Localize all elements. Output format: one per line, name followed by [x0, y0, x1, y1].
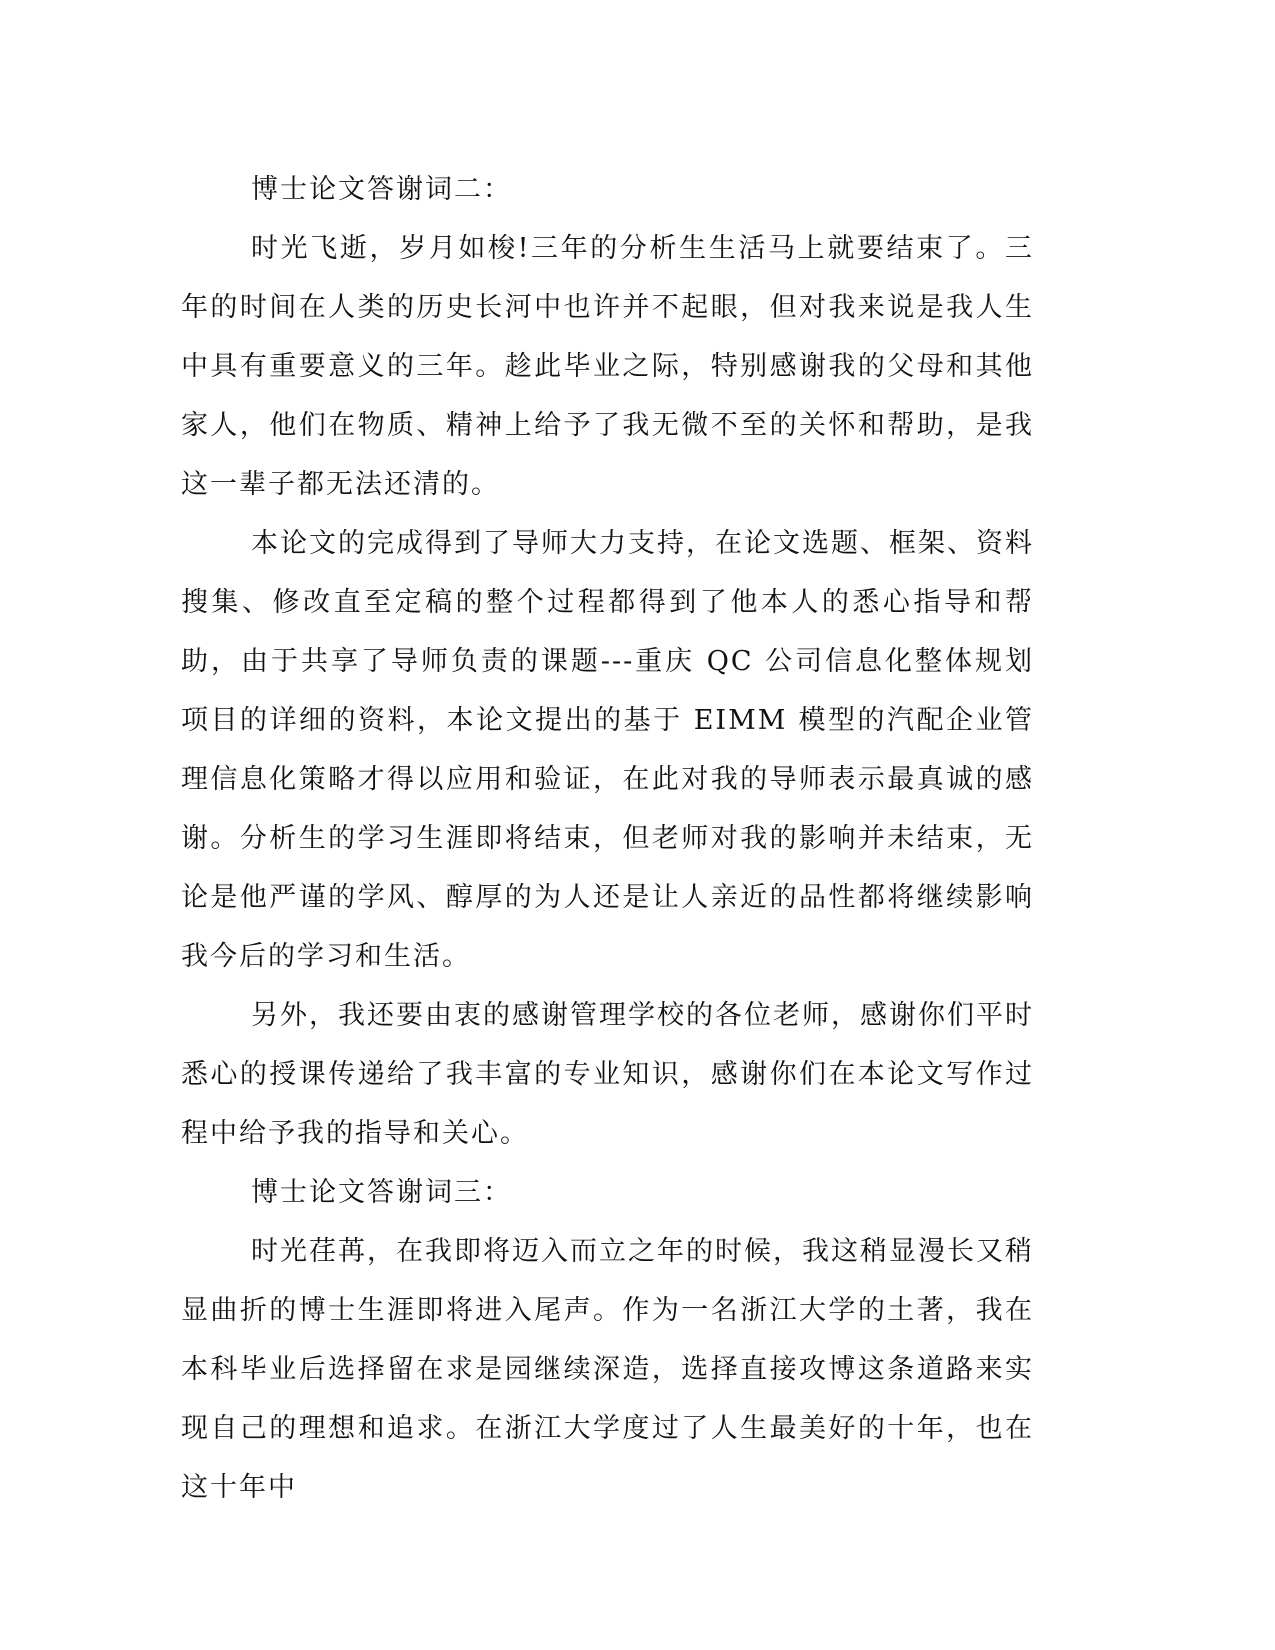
- paragraph: 时光飞逝，岁月如梭!三年的分析生生活马上就要结束了。三年的时间在人类的历史长河中也许并不起眼，但对我来说是我人生中具有重要意义的三年。趁此毕业之际，特别感谢我的父母和其他家人，他们在物质、精神上给予了我无微不至的关怀和帮助，是我这一辈子都无法还清的。: [181, 233, 1034, 500]
- document-body: [181, 160, 1034, 1517]
- paragraph: 时光荏苒，在我即将迈入而立之年的时候，我这稍显漫长又稍显曲折的博士生涯即将进入尾声。作为一名浙江大学的土著，我在本科毕业后选择留在求是园继续深造，选择直接攻博这条道路来实现自己的理想和追求。在浙江大学度过了人生最美好的十年，也在这十年中: [181, 1236, 1034, 1503]
- heading-acknowledgment-three: 博士论文答谢词三：: [251, 1177, 512, 1208]
- paragraph: 另外，我还要由衷的感谢管理学校的各位老师，感谢你们平时悉心的授课传递给了我丰富的专业知识，感谢你们在本论文写作过程中给予我的指导和关心。: [181, 1000, 1034, 1149]
- heading-acknowledgment-two: 博士论文答谢词二：: [251, 174, 512, 205]
- paragraph: 本论文的完成得到了导师大力支持，在论文选题、框架、资料搜集、修改直至定稿的整个过程都得到了他本人的悉心指导和帮助，由于共享了导师负责的课题---重庆 QC 公司信息化整体规划项目的详细的资料，本论文提出的基于 EIMM 模型的汽配企业管理信息化策略才得以应用和验证，在此对我的导师表示最真诚的感谢。分析生的学习生涯即将结束，但老师对我的影响并未结束，无论是他严谨的学风、醇厚的为人还是让人亲近的品性都将继续影响我今后的学习和生活。: [181, 528, 1034, 972]
